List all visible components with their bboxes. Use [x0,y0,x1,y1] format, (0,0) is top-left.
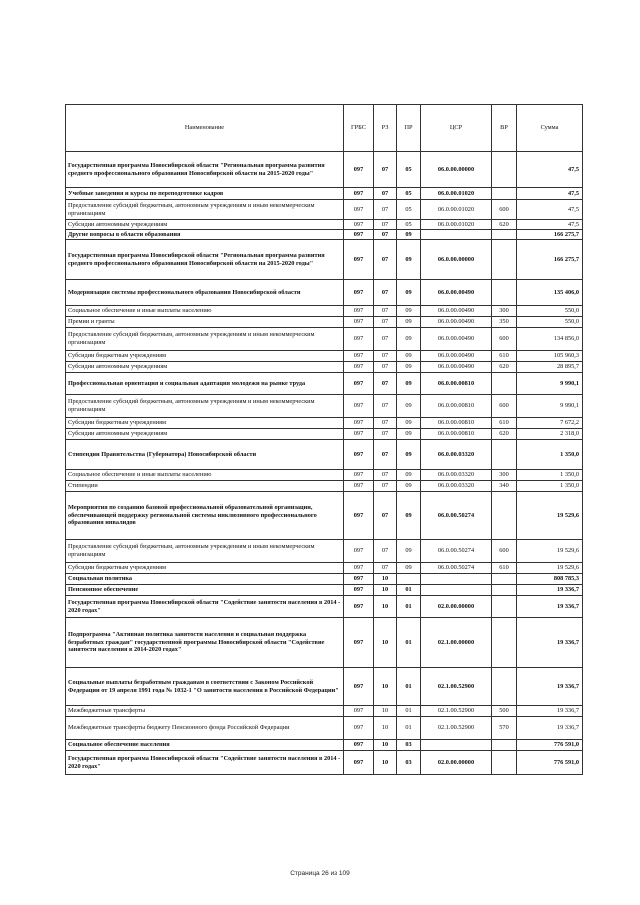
cell-pr: 05 [397,220,421,230]
cell-sum: 19 529,6 [517,563,583,574]
cell-name: Социальное обеспечение и иные выплаты населению [66,470,344,481]
cell-rz: 07 [374,240,397,280]
table-row [66,563,583,574]
cell-sum: 47,5 [517,152,583,188]
cell-sum: 19 336,7 [517,706,583,717]
table-row [66,220,583,230]
cell-rz: 07 [374,280,397,306]
table-row [66,351,583,362]
cell-csr: 06.0.00.00000 [421,152,492,188]
cell-pr: 03 [397,740,421,751]
cell-vr: 620 [492,429,517,440]
cell-grbs: 097 [344,618,374,668]
cell-sum: 776 591,0 [517,740,583,751]
cell-name: Модернизация системы профессионального образования Новосибирской области [66,280,344,306]
cell-csr: 06.0.00.00810 [421,373,492,395]
table-row [66,596,583,618]
cell-vr: 350 [492,317,517,328]
table-row [66,418,583,429]
cell-sum: 1 350,0 [517,440,583,470]
cell-sum: 1 350,0 [517,481,583,492]
cell-rz: 10 [374,751,397,775]
cell-csr [421,230,492,240]
cell-pr: 09 [397,481,421,492]
cell-rz: 07 [374,481,397,492]
cell-grbs: 097 [344,585,374,596]
cell-grbs: 097 [344,200,374,220]
cell-grbs: 097 [344,418,374,429]
cell-grbs: 097 [344,429,374,440]
cell-vr: 570 [492,717,517,740]
cell-rz: 07 [374,351,397,362]
table-row [66,740,583,751]
cell-vr [492,751,517,775]
cell-grbs: 097 [344,540,374,563]
cell-name: Мероприятия по созданию базовой профессиональной образовательной организации, обеспечивающей поддержку региональной системы инклюзивного профессионального образования инвалидов [66,492,344,540]
cell-pr: 05 [397,152,421,188]
cell-rz: 10 [374,574,397,585]
cell-sum: 19 336,7 [517,668,583,706]
cell-sum: 28 895,7 [517,362,583,373]
cell-name: Подпрограмма "Активная политика занятости населения и социальная поддержка безработных граждан" государственной программы Новосибирской области "Содействие занятости населения в 2014-2020 годах" [66,618,344,668]
cell-rz: 07 [374,470,397,481]
cell-csr: 06.0.00.01020 [421,188,492,200]
cell-csr [421,585,492,596]
cell-csr: 06.0.00.50274 [421,540,492,563]
cell-csr: 02.1.00.52900 [421,717,492,740]
cell-name: Социальное обеспечение и иные выплаты населению [66,306,344,317]
cell-vr: 610 [492,563,517,574]
cell-csr: 06.0.00.00810 [421,429,492,440]
cell-csr: 02.0.00.00000 [421,751,492,775]
cell-name: Межбюджетные трансферты бюджету Пенсионного фонда Российской Федерации [66,717,344,740]
header-rz: РЗ [374,105,397,152]
cell-grbs: 097 [344,668,374,706]
cell-rz: 10 [374,585,397,596]
cell-sum: 776 591,0 [517,751,583,775]
cell-rz: 07 [374,492,397,540]
table-row [66,540,583,563]
cell-sum: 550,0 [517,306,583,317]
cell-name: Профессиональная ориентация и социальная адаптация молодежи на рынке труда [66,373,344,395]
cell-vr [492,373,517,395]
cell-grbs: 097 [344,306,374,317]
cell-pr: 09 [397,492,421,540]
cell-vr [492,618,517,668]
cell-name: Субсидии автономным учреждениям [66,362,344,373]
cell-rz: 07 [374,152,397,188]
header-vr: ВР [492,105,517,152]
table-row [66,373,583,395]
table-row [66,440,583,470]
cell-rz: 10 [374,706,397,717]
cell-sum: 19 336,7 [517,717,583,740]
table-row [66,362,583,373]
cell-sum: 135 406,0 [517,280,583,306]
cell-rz: 10 [374,740,397,751]
table-row [66,585,583,596]
cell-pr: 09 [397,470,421,481]
table-row [66,481,583,492]
cell-name: Государственная программа Новосибирской области "Содействие занятости населения в 2014 - 2020 годах" [66,751,344,775]
cell-pr: 01 [397,668,421,706]
cell-grbs: 097 [344,230,374,240]
header-name: Наименование [66,105,344,152]
cell-csr: 06.0.00.03320 [421,470,492,481]
cell-name: Социальные выплаты безработным гражданам в соответствии с Законом Российской Федерации от 19 апреля 1991 года № 1032-1 "О занятости населения в Российской Федерации" [66,668,344,706]
cell-csr: 06.0.00.00490 [421,351,492,362]
cell-grbs: 097 [344,240,374,280]
cell-rz: 07 [374,373,397,395]
cell-csr: 06.0.00.00000 [421,240,492,280]
cell-name: Предоставление субсидий бюджетным, автономным учреждениям и иным некоммерческим организациям [66,540,344,563]
cell-rz: 07 [374,563,397,574]
cell-pr [397,574,421,585]
budget-table [65,104,583,775]
cell-grbs: 097 [344,481,374,492]
cell-pr: 03 [397,751,421,775]
cell-grbs: 097 [344,470,374,481]
cell-vr [492,440,517,470]
cell-pr: 05 [397,200,421,220]
cell-pr: 09 [397,373,421,395]
cell-vr: 610 [492,418,517,429]
cell-pr: 01 [397,596,421,618]
cell-sum: 19 336,7 [517,618,583,668]
cell-vr: 500 [492,706,517,717]
cell-grbs: 097 [344,280,374,306]
cell-sum: 19 529,6 [517,540,583,563]
table-row [66,152,583,188]
cell-pr: 09 [397,328,421,351]
cell-sum: 9 990,1 [517,373,583,395]
cell-pr: 01 [397,618,421,668]
table-row [66,429,583,440]
cell-grbs: 097 [344,373,374,395]
cell-pr: 09 [397,540,421,563]
cell-pr: 09 [397,317,421,328]
cell-name: Социальное обеспечение населения [66,740,344,751]
cell-sum: 47,5 [517,188,583,200]
cell-csr: 06.0.00.01020 [421,220,492,230]
cell-name: Стипендии [66,481,344,492]
cell-csr: 02.1.00.00000 [421,618,492,668]
cell-grbs: 097 [344,717,374,740]
cell-vr [492,668,517,706]
cell-name: Предоставление субсидий бюджетным, автономным учреждениям и иным некоммерческим организациям [66,328,344,351]
cell-sum: 105 960,3 [517,351,583,362]
cell-pr: 05 [397,188,421,200]
header-sum: Сумма [517,105,583,152]
cell-csr: 06.0.00.00810 [421,395,492,418]
cell-csr: 06.0.00.00490 [421,280,492,306]
cell-grbs: 097 [344,740,374,751]
cell-name: Государственная программа Новосибирской области "Региональная программа развития среднего профессионального образования Новосибирской области на 2015-2020 годы" [66,240,344,280]
cell-csr: 02.0.00.00000 [421,596,492,618]
cell-pr: 09 [397,563,421,574]
cell-vr [492,152,517,188]
cell-name: Пенсионное обеспечение [66,585,344,596]
table-row [66,717,583,740]
cell-pr: 09 [397,418,421,429]
cell-grbs: 097 [344,395,374,418]
cell-rz: 10 [374,618,397,668]
cell-vr [492,240,517,280]
cell-csr: 06.0.00.50274 [421,563,492,574]
cell-grbs: 097 [344,574,374,585]
cell-grbs: 097 [344,317,374,328]
cell-csr: 06.0.00.03320 [421,440,492,470]
cell-rz: 07 [374,306,397,317]
cell-name: Премии и гранты [66,317,344,328]
cell-pr: 09 [397,395,421,418]
cell-csr: 06.0.00.00810 [421,418,492,429]
cell-sum: 166 275,7 [517,230,583,240]
table-row [66,230,583,240]
cell-grbs: 097 [344,152,374,188]
cell-sum: 134 856,0 [517,328,583,351]
cell-name: Государственная программа Новосибирской области "Содействие занятости населения в 2014 - 2020 годах" [66,596,344,618]
cell-rz: 07 [374,230,397,240]
cell-vr [492,492,517,540]
header-row [66,105,583,152]
cell-vr: 340 [492,481,517,492]
cell-rz: 07 [374,429,397,440]
table-row [66,188,583,200]
cell-rz: 07 [374,317,397,328]
cell-csr [421,574,492,585]
header-grbs: ГРБС [344,105,374,152]
cell-grbs: 097 [344,351,374,362]
cell-name: Субсидии бюджетным учреждениям [66,563,344,574]
cell-csr: 06.0.00.00490 [421,328,492,351]
cell-pr: 09 [397,306,421,317]
cell-vr [492,585,517,596]
cell-csr: 06.0.00.00490 [421,362,492,373]
cell-sum: 166 275,7 [517,240,583,280]
cell-name: Предоставление субсидий бюджетным, автономным учреждениям и иным некоммерческим организациям [66,395,344,418]
cell-vr: 300 [492,306,517,317]
cell-pr: 01 [397,585,421,596]
cell-csr: 06.0.00.00490 [421,306,492,317]
cell-csr: 02.1.00.52900 [421,706,492,717]
table-row [66,306,583,317]
cell-rz: 10 [374,717,397,740]
cell-rz: 07 [374,362,397,373]
header-pr: ПР [397,105,421,152]
table-row [66,706,583,717]
table-row [66,574,583,585]
cell-pr: 09 [397,230,421,240]
cell-pr: 09 [397,362,421,373]
table-row [66,668,583,706]
cell-name: Предоставление субсидий бюджетным, автономным учреждениям и иным некоммерческим организациям [66,200,344,220]
cell-rz: 07 [374,440,397,470]
cell-grbs: 097 [344,492,374,540]
cell-pr: 01 [397,706,421,717]
cell-rz: 07 [374,540,397,563]
cell-vr [492,280,517,306]
cell-grbs: 097 [344,563,374,574]
cell-sum: 2 318,0 [517,429,583,440]
table-row [66,317,583,328]
cell-sum: 19 529,6 [517,492,583,540]
cell-sum: 7 672,2 [517,418,583,429]
cell-grbs: 097 [344,328,374,351]
cell-pr: 09 [397,240,421,280]
cell-sum: 1 350,0 [517,470,583,481]
cell-pr: 09 [397,440,421,470]
cell-rz: 07 [374,395,397,418]
cell-csr: 02.1.00.52900 [421,668,492,706]
cell-grbs: 097 [344,751,374,775]
cell-name: Субсидии бюджетным учреждениям [66,351,344,362]
cell-rz: 07 [374,200,397,220]
cell-rz: 07 [374,220,397,230]
cell-vr: 610 [492,351,517,362]
cell-vr: 620 [492,220,517,230]
page-number: Страница 26 из 109 [290,870,350,877]
cell-sum: 808 785,3 [517,574,583,585]
cell-grbs: 097 [344,220,374,230]
cell-grbs: 097 [344,362,374,373]
cell-sum: 47,5 [517,220,583,230]
table-row [66,280,583,306]
table-row [66,751,583,775]
header-csr: ЦСР [421,105,492,152]
cell-name: Социальная политика [66,574,344,585]
cell-name: Субсидии автономным учреждениям [66,429,344,440]
cell-grbs: 097 [344,188,374,200]
cell-csr: 06.0.00.01020 [421,200,492,220]
cell-csr [421,740,492,751]
cell-sum: 47,5 [517,200,583,220]
cell-rz: 07 [374,328,397,351]
cell-csr: 06.0.00.50274 [421,492,492,540]
cell-vr: 600 [492,395,517,418]
cell-vr: 600 [492,200,517,220]
cell-vr: 300 [492,470,517,481]
cell-name: Субсидии бюджетным учреждениям [66,418,344,429]
cell-vr [492,188,517,200]
cell-name: Межбюджетные трансферты [66,706,344,717]
cell-rz: 10 [374,596,397,618]
cell-name: Другие вопросы в области образования [66,230,344,240]
cell-vr: 600 [492,540,517,563]
cell-grbs: 097 [344,596,374,618]
table-row [66,395,583,418]
cell-vr [492,230,517,240]
table-row [66,492,583,540]
cell-grbs: 097 [344,706,374,717]
cell-csr: 06.0.00.00490 [421,317,492,328]
cell-pr: 09 [397,351,421,362]
table-row [66,328,583,351]
cell-name: Субсидии автономным учреждениям [66,220,344,230]
cell-pr: 01 [397,717,421,740]
cell-rz: 07 [374,188,397,200]
cell-rz: 07 [374,418,397,429]
cell-vr [492,574,517,585]
cell-name: Государственная программа Новосибирской области "Региональная программа развития среднего профессионального образования Новосибирской области на 2015-2020 годы" [66,152,344,188]
cell-sum: 19 336,7 [517,585,583,596]
cell-rz: 10 [374,668,397,706]
cell-pr: 09 [397,429,421,440]
cell-grbs: 097 [344,440,374,470]
cell-vr: 600 [492,328,517,351]
cell-sum: 19 336,7 [517,596,583,618]
cell-name: Стипендии Правительства (Губернатора) Новосибирской области [66,440,344,470]
cell-vr [492,740,517,751]
cell-name: Учебные заведения и курсы по переподготовке кадров [66,188,344,200]
cell-sum: 550,0 [517,317,583,328]
cell-sum: 9 990,1 [517,395,583,418]
table-row [66,240,583,280]
table-row [66,200,583,220]
cell-csr: 06.0.00.03320 [421,481,492,492]
table-row [66,470,583,481]
cell-pr: 09 [397,280,421,306]
cell-vr [492,596,517,618]
table-row [66,618,583,668]
cell-vr: 620 [492,362,517,373]
